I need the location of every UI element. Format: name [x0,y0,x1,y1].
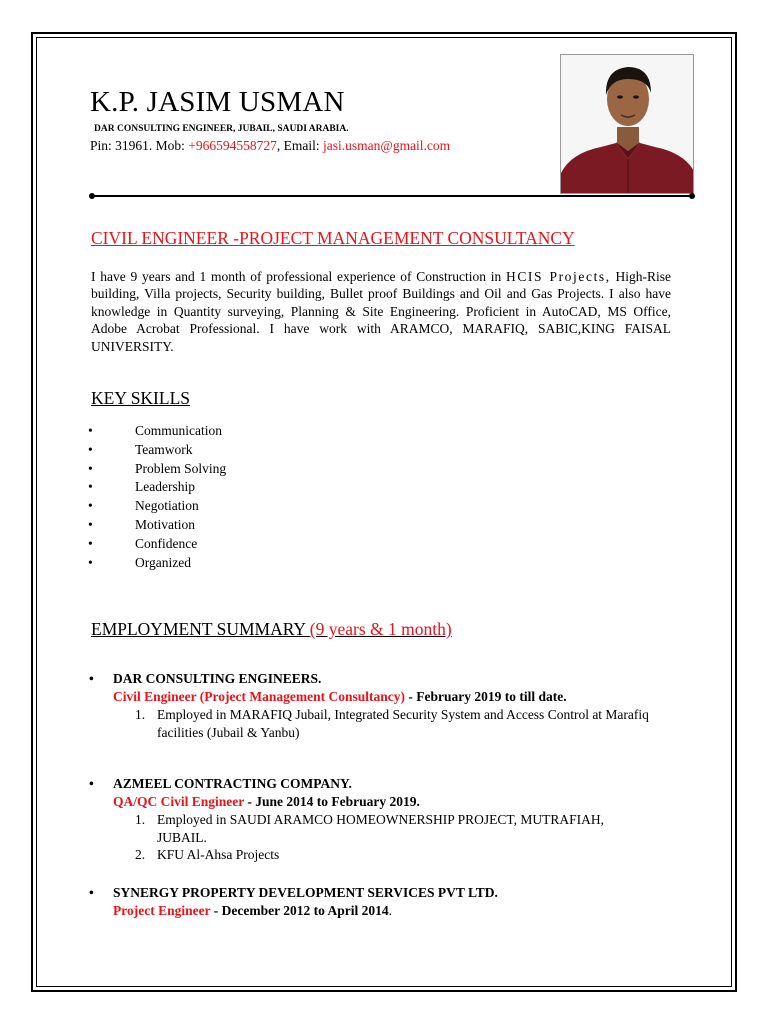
list-item: • Confidence [88,535,226,554]
job-separator: - [244,794,256,809]
job-entry [89,670,657,741]
header-divider [92,195,693,197]
email-label: , Email: [276,138,324,153]
employment-title [91,619,452,640]
profile-photo [560,54,694,194]
job-details [89,706,657,741]
job-role-line [89,688,657,706]
list-item: 1. Employed in SAUDI ARAMCO HOMEOWNERSHIP PROJECT, MUTRAFIAH, JUBAIL. [135,812,605,845]
job-entry [89,884,498,920]
summary-hcis: HCIS Projects, [505,269,611,284]
list-item: • Leadership [88,478,226,497]
current-employer-line: DAR CONSULTING ENGINEER, JUBAIL, SAUDI ARABIA. [94,124,349,134]
job-separator: - [210,903,222,918]
job-detail-text: KFU Al-Ahsa Projects [157,847,280,862]
job-role-line [89,793,657,811]
list-item: 2. KFU Al-Ahsa Projects [135,847,280,862]
list-item: • Communication [88,422,226,441]
list-item: • Motivation [88,516,226,535]
email-link[interactable]: jasi.usman@gmail.com [323,138,451,153]
candidate-name: K.P. JASIM USMAN [90,86,345,118]
job-period: December 2012 to April 2014 [221,903,389,918]
rule-dot-right [689,193,695,199]
job-detail-text: Employed in SAUDI ARAMCO HOMEOWNERSHIP PROJECT, MUTRAFIAH, JUBAIL. [157,812,605,845]
job-role-line [89,902,498,920]
job-period: June 2014 to February 2019. [255,794,420,809]
employment-title-text: EMPLOYMENT SUMMARY [91,619,306,639]
job-role: Project Engineer [113,903,211,918]
list-item: • Teamwork [88,441,226,460]
job-role: QA/QC Civil Engineer [113,794,245,809]
summary-rest: High-Rise building, Villa projects, Security building, Bullet proof Buildings and Oil and Gas Projects. I also have knowledge in Quantity surveying, Planning & Site Engineering. Proficient in AutoCAD, MS Office, Adobe Acrobat Professional. I have work with ARAMCO, MARAFIQ, SABIC,KING FAISAL UNIVERSITY. [91,269,672,354]
pin-label: Pin: 31961. Mob: [90,138,189,153]
profile-photo-icon [561,55,694,194]
job-role: Civil Engineer (Project Management Consultancy) [113,689,405,704]
job-period: February 2019 to till date. [416,689,567,704]
job-company: • SYNERGY PROPERTY DEVELOPMENT SERVICES PVT LTD. [89,884,498,902]
employment-duration: (9 years & 1 month) [309,619,452,639]
job-period-tail: . [388,903,392,918]
job-separator: - [404,689,417,704]
skills-list [88,422,226,572]
summary-line-start: I have 9 years and 1 month of professional experience of Construction in [91,269,506,284]
job-company: • DAR CONSULTING ENGINEERS. [89,670,657,688]
list-item: • Problem Solving [88,460,226,479]
mobile-number[interactable]: +966594558727 [188,138,277,153]
list-item: • Negotiation [88,497,226,516]
key-skills-title: KEY SKILLS [91,388,191,408]
job-entry [89,775,657,864]
list-item: 1. Employed in MARAFIQ Jubail, Integrated Security System and Access Control at Marafiq facilities (Jubail & Yanbu) [135,707,649,740]
profile-summary [91,268,671,355]
objective-title: CIVIL ENGINEER -PROJECT MANAGEMENT CONSULTANCY [91,228,575,248]
job-company: • AZMEEL CONTRACTING COMPANY. [89,775,657,793]
contact-line [90,138,450,154]
list-item: • Organized [88,554,226,573]
job-detail-text: Employed in MARAFIQ Jubail, Integrated Security System and Access Control at Marafiq facilities (Jubail & Yanbu) [157,707,649,740]
job-details [89,811,657,864]
